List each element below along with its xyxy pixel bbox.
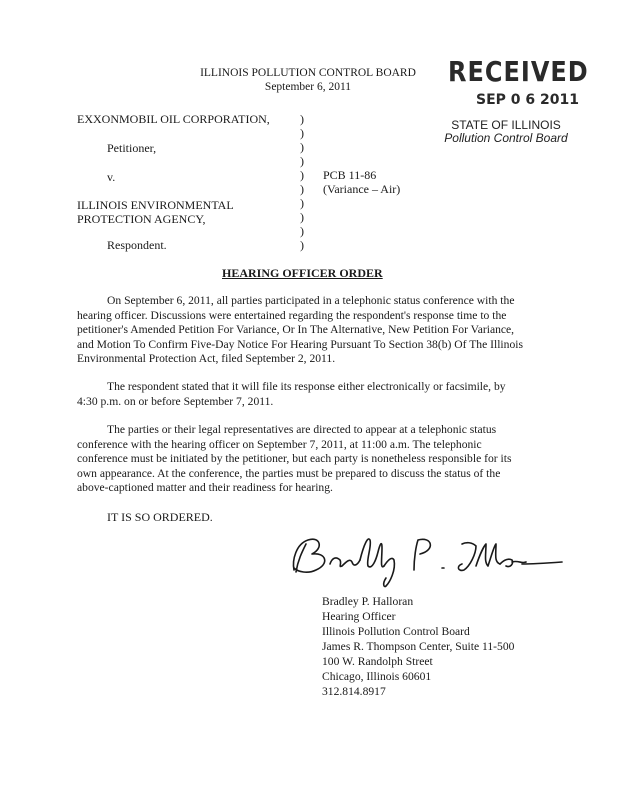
caption-paren: )	[300, 140, 304, 154]
handwritten-signature	[286, 530, 566, 590]
paragraph-line: The parties or their legal representatives are directed to appear at a telephonic status	[107, 423, 497, 436]
case-type: (Variance – Air)	[323, 182, 401, 196]
paragraph-line: hearing officer. Discussions were entertained regarding the respondent's response time to the	[77, 308, 507, 322]
respondent-line-1: ILLINOIS ENVIRONMENTAL	[77, 198, 234, 212]
petitioner-role: Petitioner,	[107, 141, 157, 155]
paragraph-line: Environmental Protection Act, filed September 2, 2011.	[77, 352, 336, 366]
caption-paren: )	[300, 154, 304, 168]
paragraph-line: conference must be initiated by the petitioner, but each party is nonetheless responsible for its	[77, 452, 512, 466]
caption-paren: )	[300, 224, 304, 238]
caption-paren: )	[300, 238, 304, 252]
signer-board: Illinois Pollution Control Board	[322, 625, 470, 638]
caption-paren: )	[300, 126, 304, 140]
phone-number: 312.814.8917	[322, 685, 386, 698]
paragraph-line: On September 6, 2011, all parties participated in a telephonic status conference with the	[107, 294, 515, 307]
closing-statement: IT IS SO ORDERED.	[107, 510, 213, 524]
address-line-1: James R. Thompson Center, Suite 11-500	[322, 640, 515, 653]
caption-paren: )	[300, 182, 304, 196]
caption-paren: )	[300, 196, 304, 210]
paragraph-line: and Motion To Confirm Five-Day Notice For Hearing Pursuant To Section 38(b) Of The Illinois	[77, 337, 523, 351]
signer-title: Hearing Officer	[322, 610, 396, 623]
paragraph-3	[77, 423, 539, 496]
address-line-2: 100 W. Randolph Street	[322, 655, 433, 668]
versus: v.	[107, 170, 116, 184]
caption-paren: )	[300, 210, 304, 224]
paragraph-line: 4:30 p.m. on or before September 7, 2011.	[77, 394, 274, 408]
stamp-state: STATE OF ILLINOIS	[451, 118, 561, 132]
paragraph-line: The respondent stated that it will file its response either electronically or facsimile, by	[107, 380, 506, 393]
address-city: Chicago, Illinois 60601	[322, 670, 432, 683]
paragraph-line: petitioner's Amended Petition For Variance, Or In The Alternative, New Petition For Variance,	[77, 323, 515, 337]
paragraph-line: above-captioned matter and their readiness for hearing.	[77, 481, 333, 495]
stamp-board: Pollution Control Board	[444, 131, 568, 145]
paragraph-2	[77, 380, 539, 409]
respondent-line-2: PROTECTION AGENCY,	[77, 212, 206, 226]
caption-paren: )	[300, 112, 304, 126]
case-number: PCB 11-86	[323, 168, 377, 182]
order-title: HEARING OFFICER ORDER	[222, 266, 383, 280]
paragraph-line: conference with the hearing officer on September 7, 2011, at 11:00 a.m. The telephonic	[77, 437, 482, 451]
signer-name: Bradley P. Halloran	[322, 595, 414, 608]
stamp-date: SEP 0 6 2011	[476, 92, 579, 108]
board-heading: ILLINOIS POLLUTION CONTROL BOARD	[200, 67, 416, 79]
stamp-received-text: RECEIVED	[448, 55, 589, 89]
header-date: September 6, 2011	[264, 81, 352, 93]
paragraph-1	[77, 294, 539, 367]
caption-paren: )	[300, 168, 304, 182]
paragraph-line: own appearance. At the conference, the parties must be prepared to discuss the status of the	[77, 466, 501, 480]
signature-block	[322, 594, 514, 699]
respondent-role: Respondent.	[107, 238, 167, 252]
petitioner-name: EXXONMOBIL OIL CORPORATION,	[77, 112, 270, 126]
